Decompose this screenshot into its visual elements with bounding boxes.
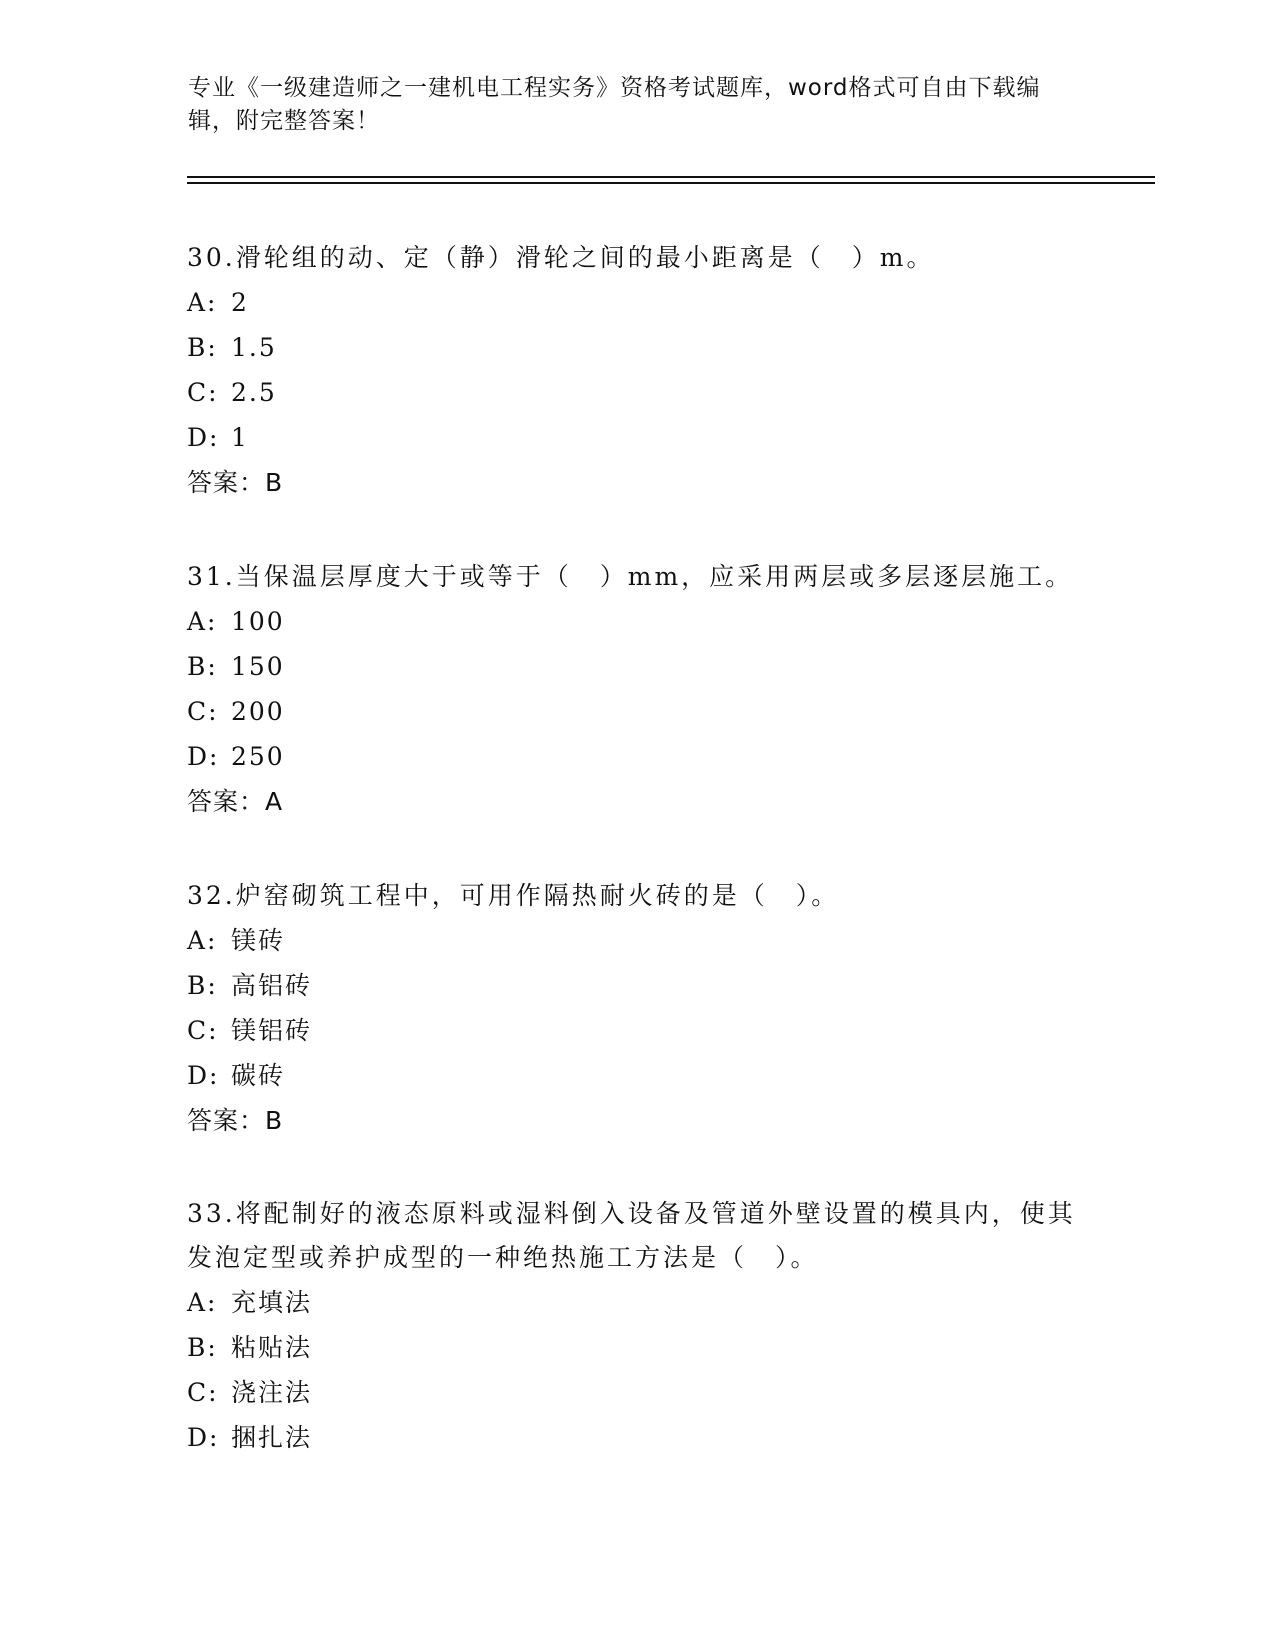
option-label: B: (187, 652, 218, 681)
option-c (187, 689, 1087, 734)
answer-text: 答案：B (187, 1106, 284, 1135)
option-d (187, 734, 1087, 779)
document-header: 专业《一级建造师之一建机电工程实务》资格考试题库，word格式可自由下载编辑，附完整答案！ (188, 75, 1041, 134)
option-text: 2 (231, 288, 249, 317)
option-label: D: (187, 1061, 220, 1090)
option-label: A: (187, 926, 218, 955)
option-d (187, 415, 1087, 460)
option-c (187, 370, 1087, 415)
option-label: B: (187, 333, 218, 362)
option-a (187, 918, 1087, 963)
option-a (187, 599, 1087, 644)
option-label: C: (187, 378, 219, 407)
question-text: 32.炉窑砌筑工程中，可用作隔热耐火砖的是（ ）。 (187, 881, 840, 910)
option-b (187, 644, 1087, 689)
option-a (187, 280, 1087, 325)
option-label: C: (187, 1378, 219, 1407)
option-label: A: (187, 288, 218, 317)
option-b (187, 963, 1087, 1008)
option-text: 100 (231, 607, 285, 636)
question-30 (187, 236, 1087, 505)
answer-text: 答案：B (187, 468, 284, 497)
option-a (187, 1280, 1087, 1325)
option-d (187, 1415, 1087, 1460)
question-33 (187, 1192, 1087, 1460)
answer-text: 答案：A (187, 787, 284, 816)
header-divider-line (187, 176, 1155, 178)
option-text: 粘贴法 (231, 1333, 313, 1362)
option-label: C: (187, 1016, 219, 1045)
option-text: 镁砖 (231, 926, 286, 955)
option-c (187, 1370, 1087, 1415)
option-b (187, 325, 1087, 370)
option-text: 浇注法 (231, 1378, 313, 1407)
option-label: B: (187, 971, 218, 1000)
option-d (187, 1053, 1087, 1098)
option-text: 150 (231, 652, 285, 681)
header-divider-line (187, 182, 1155, 184)
option-text: 250 (231, 742, 285, 771)
option-text: 1.5 (231, 333, 277, 362)
option-text: 高铝砖 (231, 971, 313, 1000)
option-text: 1 (231, 423, 249, 452)
question-32 (187, 874, 1087, 1143)
question-text: 33.将配制好的液态原料或湿料倒入设备及管道外壁设置的模具内，使其发泡定型或养护成型的一种绝热施工方法是（ ）。 (187, 1199, 1076, 1272)
option-text: 碳砖 (231, 1061, 286, 1090)
option-label: D: (187, 423, 220, 452)
option-c (187, 1008, 1087, 1053)
option-label: A: (187, 607, 218, 636)
option-label: C: (187, 697, 219, 726)
option-b (187, 1325, 1087, 1370)
option-label: B: (187, 1333, 218, 1362)
option-text: 捆扎法 (231, 1423, 313, 1452)
option-text: 200 (231, 697, 285, 726)
question-text: 31.当保温层厚度大于或等于（ ）mm，应采用两层或多层逐层施工。 (187, 562, 1074, 591)
option-label: D: (187, 742, 220, 771)
question-text: 30.滑轮组的动、定（静）滑轮之间的最小距离是（ ）m。 (187, 243, 935, 272)
question-31 (187, 555, 1087, 824)
option-text: 充填法 (231, 1288, 313, 1317)
option-text: 镁铝砖 (231, 1016, 313, 1045)
option-label: D: (187, 1423, 220, 1452)
option-label: A: (187, 1288, 218, 1317)
option-text: 2.5 (231, 378, 277, 407)
